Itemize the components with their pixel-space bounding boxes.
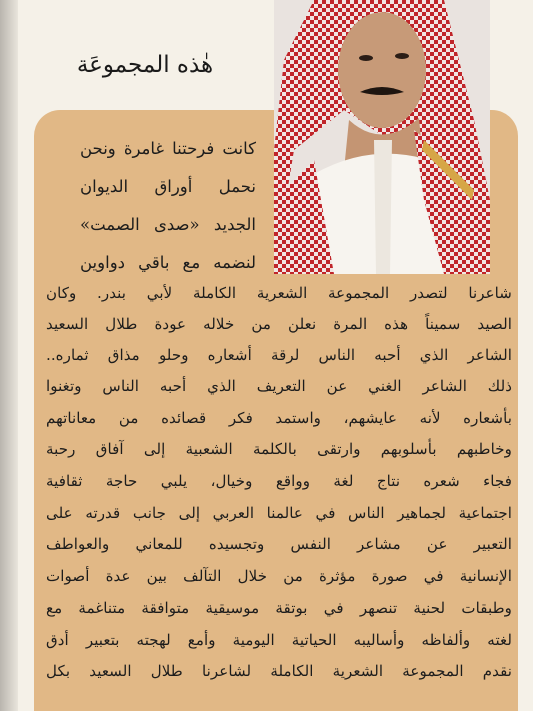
text-line: الجديد «صدى الصمت» [80, 215, 256, 234]
text-line: نقدم المجموعة الشعرية الكاملة لشاعرنا طلال السعيد بكل [46, 662, 512, 681]
text-line: فجاء شعره نتاج لغة وواقع وخيال، يلبي حاجة ثقافية [46, 472, 512, 491]
page-binding-edge [0, 0, 18, 711]
portrait-icon [274, 0, 490, 274]
text-line: لنضمه مع باقي دواوين [80, 253, 256, 272]
section-heading: هٰذه المجموعَة [76, 52, 214, 78]
text-line: شاعرنا لتصدر المجموعة الشعرية الكاملة لأبي بندر. وكان [46, 284, 512, 302]
body-paragraph [46, 278, 512, 688]
portrait-photo [274, 0, 490, 274]
text-line: لغته وألفاظه وأساليبه الحياتية اليومية وأمع لهجته بتعبير أدق [46, 630, 512, 649]
text-line: كانت فرحتنا غامرة ونحن [80, 139, 256, 158]
text-line: وطبقات لحنية تنصهر في بوتقة موسيقية متوافقة متناغمة مع [46, 598, 512, 617]
text-line: بأشعاره لأنه عايشهم، واستمد فكر قصائده من معاناتهم [46, 408, 512, 427]
text-line: الإنسانية في صورة مؤثرة من خلال التآلف بين عدة أصوات [46, 567, 512, 586]
text-line: الشاعر الذي أحبه الناس لرقة أشعاره وحلو مذاق ثماره.. [46, 346, 512, 364]
intro-paragraph [80, 130, 256, 282]
text-line: وخاطبهم بأسلوبهم وارتقى بالكلمة الشعبية إلى آفاق رحبة [46, 440, 512, 459]
text-line: اجتماعية لجماهير الناس في عالمنا العربي إلى جانب قدرته على [46, 503, 512, 522]
text-line: الصيد سميناً هذه المرة نعلن من خلاله عودة طلال السعيد [46, 315, 512, 333]
text-line: ذلك الشاعر الغني عن التعريف الذي أحبه الناس وتغنوا [46, 377, 512, 395]
text-line: التعبير عن مشاعر النفس وتجسيده للمعاني والعواطف [46, 535, 512, 554]
text-line: نحمل أوراق الديوان [80, 177, 256, 196]
